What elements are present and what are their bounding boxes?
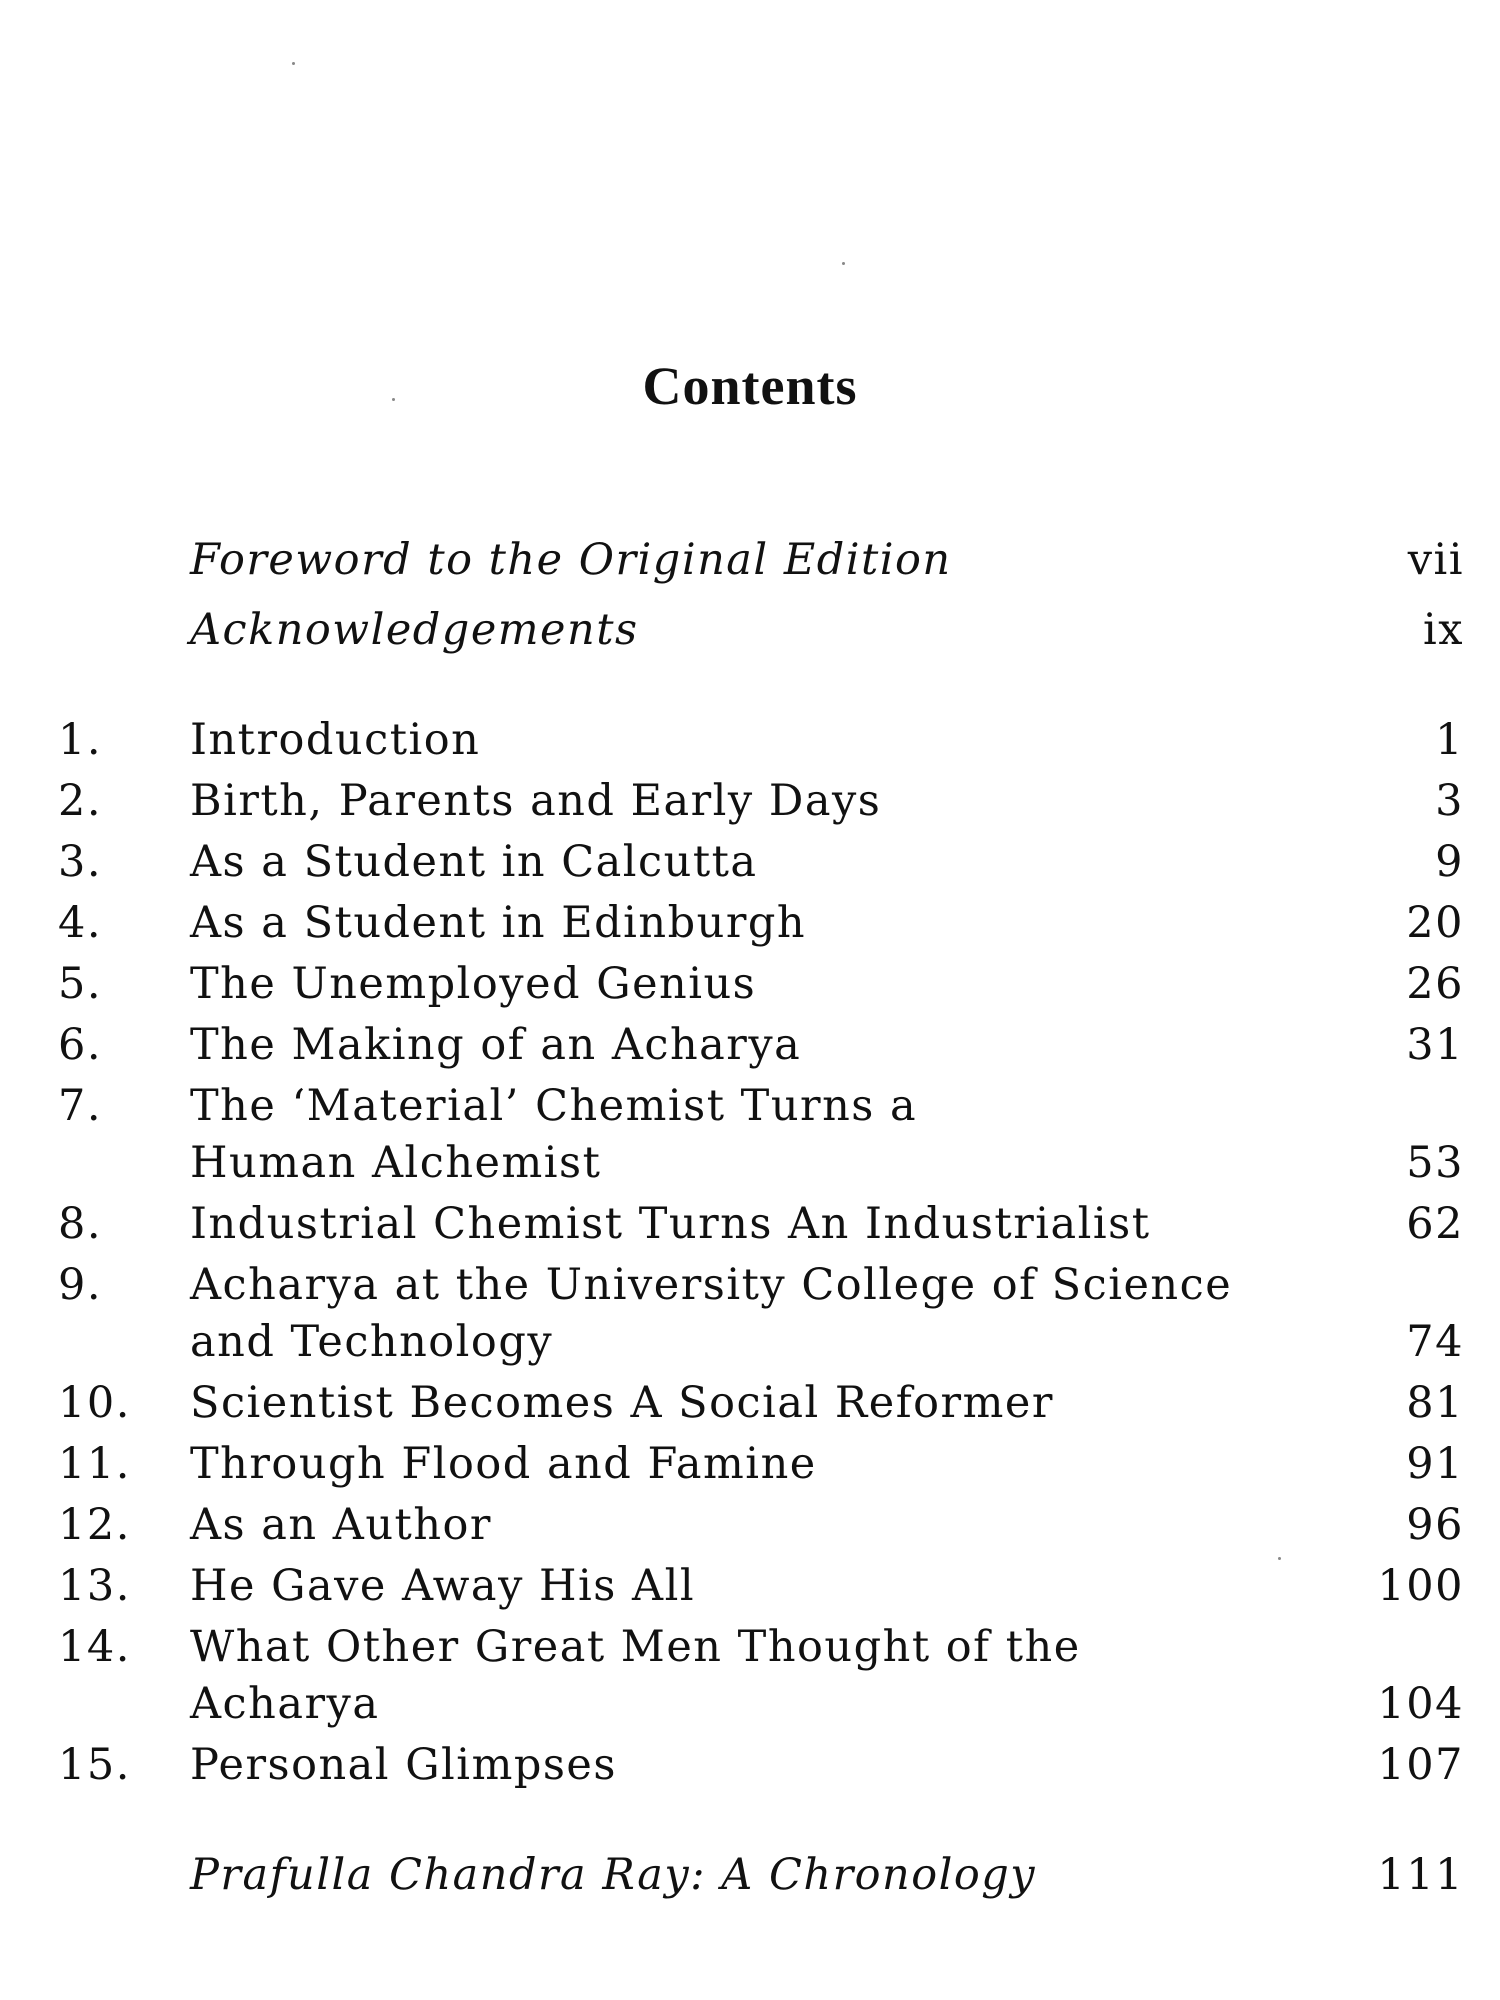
chapter-title: Industrial Chemist Turns An Industrialist [190, 1199, 1151, 1249]
print-speck [842, 262, 845, 265]
chapter-title: The ‘Material’ Chemist Turns a [190, 1081, 918, 1131]
entry-title: Prafulla Chandra Ray: A Chronology [190, 1850, 1037, 1900]
chapter-number: 5. [58, 959, 103, 1009]
entry-page-number: ix [1422, 605, 1464, 655]
chapter-entry[interactable] [0, 1076, 1500, 1136]
chapter-page-number: 31 [1406, 1020, 1464, 1070]
chapter-page-number: 104 [1377, 1679, 1464, 1729]
chapter-entry[interactable] [0, 1735, 1500, 1795]
chapter-title: He Gave Away His All [190, 1561, 696, 1611]
chapter-number: 14. [58, 1622, 131, 1672]
chapter-title: The Making of an Acharya [190, 1020, 802, 1070]
chapter-title: Through Flood and Famine [190, 1439, 817, 1489]
chapter-page-number: 107 [1377, 1740, 1464, 1790]
chapter-page-number: 3 [1435, 776, 1464, 826]
chapter-entry-continuation[interactable] [0, 1133, 1500, 1193]
print-speck [292, 62, 295, 65]
chapter-page-number: 81 [1406, 1378, 1464, 1428]
chapter-title: What Other Great Men Thought of the [190, 1622, 1081, 1672]
chapter-page-number: 62 [1406, 1199, 1464, 1249]
chapter-title: As an Author [190, 1500, 492, 1550]
chapter-number: 7. [58, 1081, 103, 1131]
entry-page-number: vii [1407, 535, 1464, 585]
chapter-title: Introduction [190, 715, 481, 765]
chapter-title: Acharya [190, 1679, 380, 1729]
chapter-entry[interactable] [0, 1255, 1500, 1315]
chapter-number: 2. [58, 776, 103, 826]
chapter-entry-continuation[interactable] [0, 1674, 1500, 1734]
chapter-entry[interactable] [0, 1434, 1500, 1494]
chapter-entry[interactable] [0, 1495, 1500, 1555]
page-title: Contents [642, 356, 858, 416]
chapter-title: As a Student in Calcutta [190, 837, 758, 887]
chapter-number: 15. [58, 1740, 131, 1790]
chapter-title: Scientist Becomes A Social Reformer [190, 1378, 1054, 1428]
chapter-title: As a Student in Edinburgh [190, 898, 807, 948]
chapter-entry[interactable] [0, 954, 1500, 1014]
chapter-entry[interactable] [0, 893, 1500, 953]
entry-title: Acknowledgements [190, 605, 639, 655]
chapter-title: and Technology [190, 1317, 554, 1367]
front-matter-entry[interactable] [0, 530, 1500, 590]
chapter-entry-continuation[interactable] [0, 1312, 1500, 1372]
chapter-title: Human Alchemist [190, 1138, 602, 1188]
chapter-number: 1. [58, 715, 103, 765]
chapter-title: Personal Glimpses [190, 1740, 617, 1790]
chapter-page-number: 20 [1406, 898, 1464, 948]
chapter-entry[interactable] [0, 1373, 1500, 1433]
chapter-number: 3. [58, 837, 103, 887]
chapter-title: Birth, Parents and Early Days [190, 776, 882, 826]
chapter-page-number: 9 [1435, 837, 1464, 887]
chapter-entry[interactable] [0, 832, 1500, 892]
chapter-page-number: 1 [1435, 715, 1464, 765]
chapter-number: 9. [58, 1260, 103, 1310]
chapter-entry[interactable] [0, 1194, 1500, 1254]
front-matter-entry[interactable] [0, 600, 1500, 660]
back-matter-entry[interactable] [0, 1845, 1500, 1905]
chapter-number: 11. [58, 1439, 131, 1489]
chapter-page-number: 74 [1406, 1317, 1464, 1367]
chapter-number: 6. [58, 1020, 103, 1070]
chapter-number: 10. [58, 1378, 131, 1428]
chapter-page-number: 91 [1406, 1439, 1464, 1489]
chapter-page-number: 53 [1406, 1138, 1464, 1188]
entry-title: Foreword to the Original Edition [190, 535, 952, 585]
chapter-entry[interactable] [0, 1617, 1500, 1677]
chapter-entry[interactable] [0, 710, 1500, 770]
chapter-page-number: 100 [1377, 1561, 1464, 1611]
chapter-number: 12. [58, 1500, 131, 1550]
chapter-page-number: 26 [1406, 959, 1464, 1009]
chapter-entry[interactable] [0, 771, 1500, 831]
chapter-title: Acharya at the University College of Science [190, 1260, 1233, 1310]
chapter-number: 8. [58, 1199, 103, 1249]
chapter-number: 4. [58, 898, 103, 948]
chapter-page-number: 96 [1406, 1500, 1464, 1550]
entry-page-number: 111 [1377, 1850, 1464, 1900]
chapter-entry[interactable] [0, 1015, 1500, 1075]
chapter-number: 13. [58, 1561, 131, 1611]
chapter-entry[interactable] [0, 1556, 1500, 1616]
chapter-title: The Unemployed Genius [190, 959, 757, 1009]
